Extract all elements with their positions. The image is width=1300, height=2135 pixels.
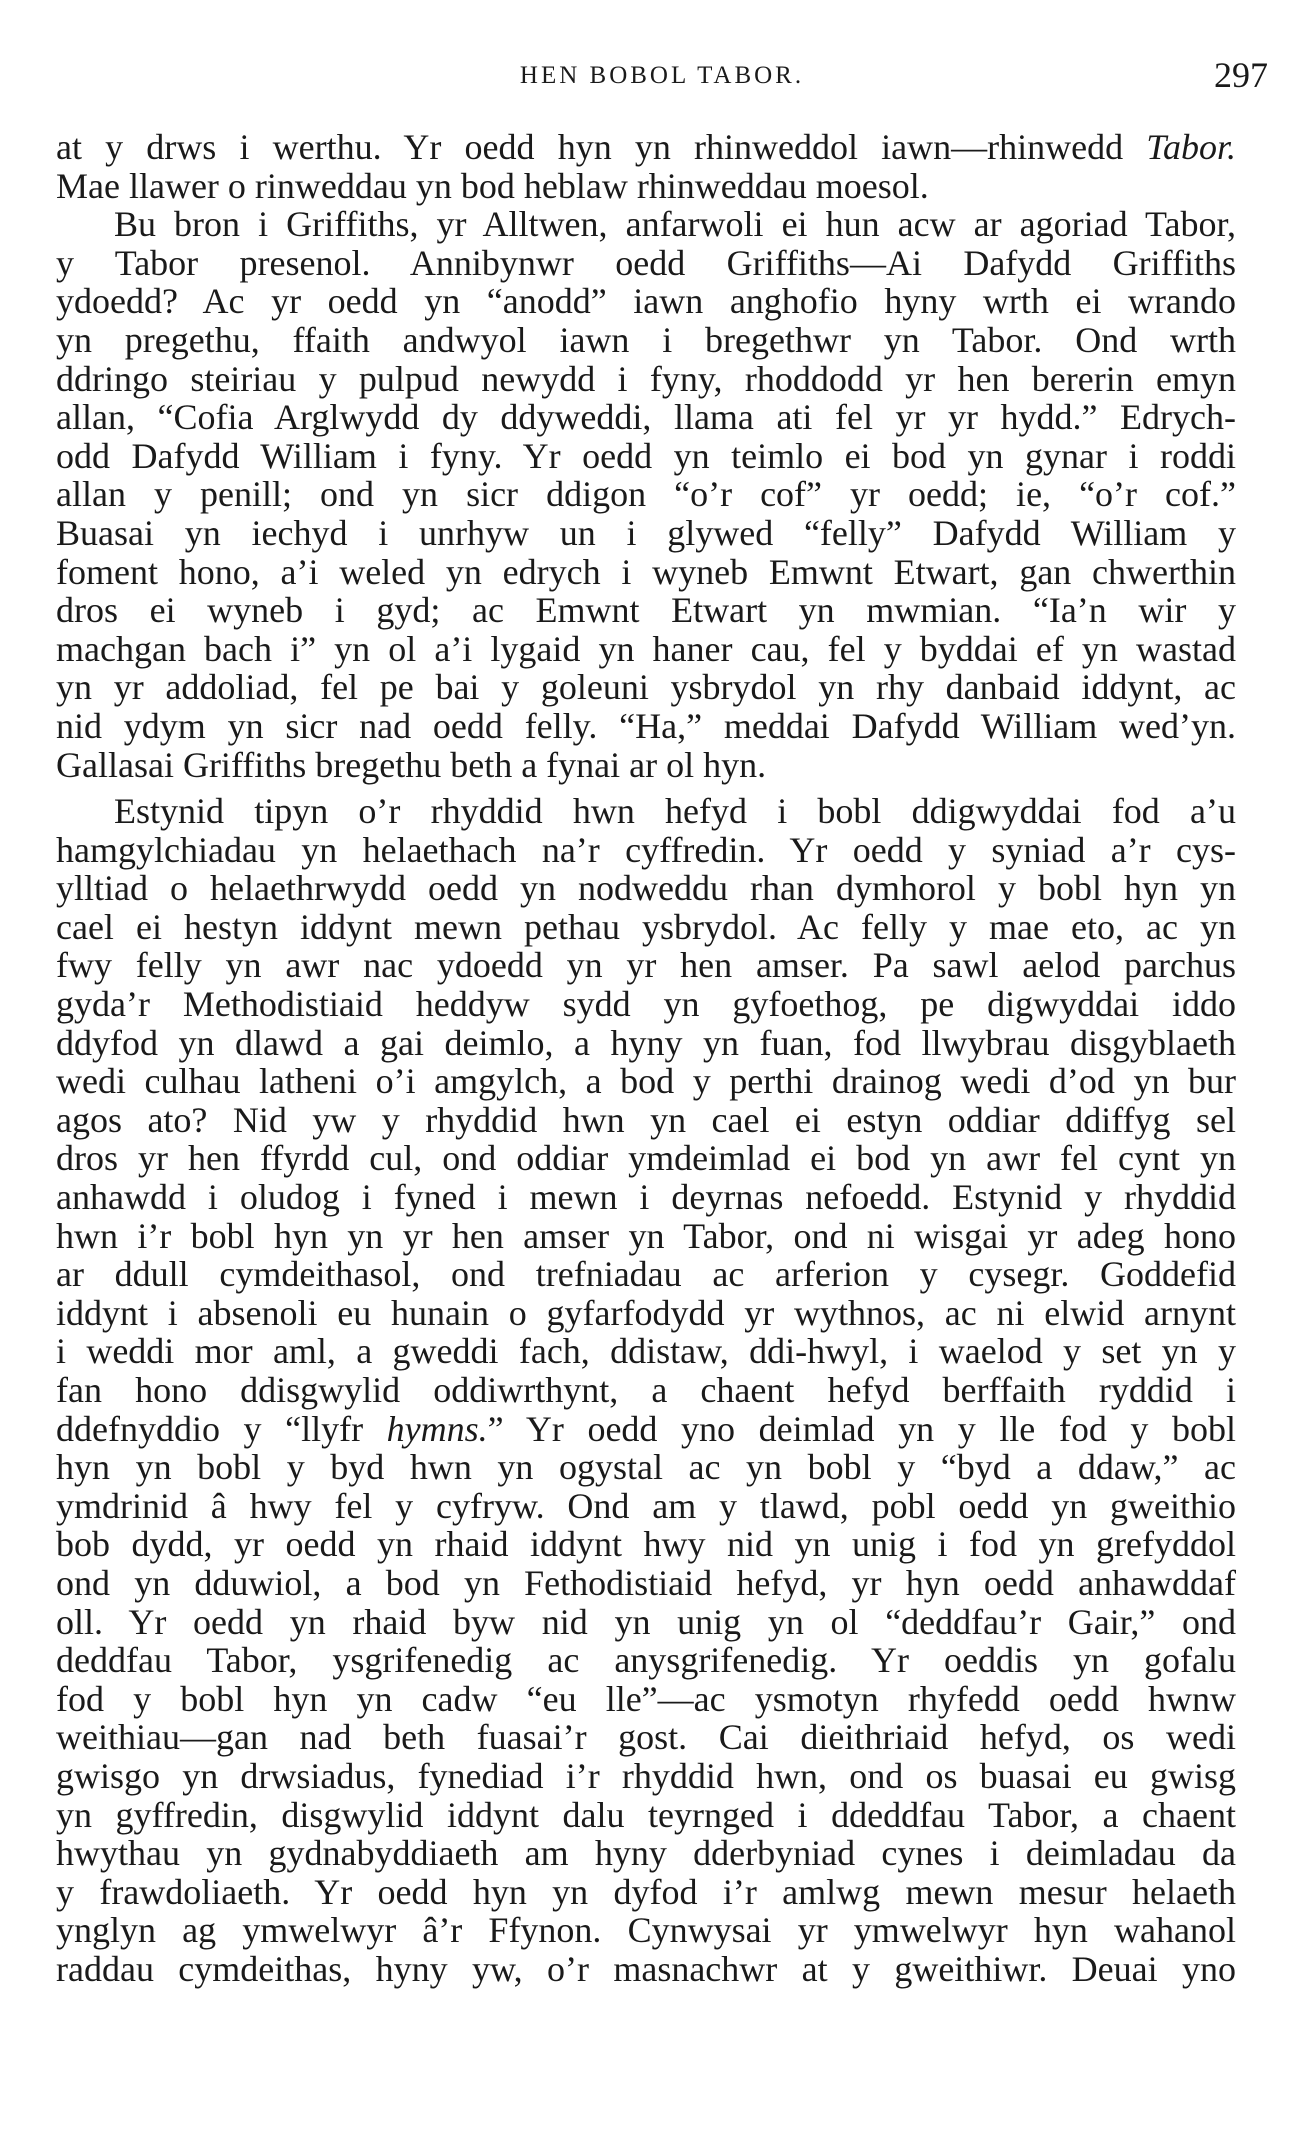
page-number: 297 [1214,55,1268,95]
text-line: y Tabor presenol. Annibynwr oedd Griffiths—Ai Dafydd Griffiths [56,242,1236,283]
text-line: anhawdd i oludog i fyned i mewn i deyrnas nefoedd. Estynid y rhyddid [56,1177,1236,1218]
text-line: dros ei wyneb i gyd; ac Emwnt Etwart yn mwmian. “Ia’n wir y [56,590,1236,631]
text-line: wedi culhau latheni o’i amgylch, a bod y perthi drainog wedi d’od yn bur [56,1061,1236,1102]
text-line [56,1989,1236,2028]
line-text: ” Yr oedd yno deimlad yn y lle fod y bobl [487,1408,1236,1449]
text-line: ar ddull cymdeithasol, ond trefniadau ac arferion y cysegr. Goddefid [56,1254,1236,1295]
text-line: hamgylchiadau yn helaethach na’r cyffredin. Yr oedd y syniad a’r cys- [56,829,1236,870]
text-line: Buasai yn iechyd i unrhyw un i glywed “felly” Dafydd William y [56,512,1236,553]
text-line: ydoedd? Ac yr oedd yn “anodd” iawn anghofio hyny wrth ei wrando [56,281,1236,322]
italic-word: hymns. [386,1408,488,1449]
text-line: fwy felly yn awr nac ydoedd yn yr hen amser. Pa sawl aelod parchus [56,945,1236,986]
text-line: weithiau—gan nad beth fuasai’r gost. Cai dieithriaid hefyd, os wedi [56,1717,1236,1758]
text-line: gwisgo yn drwsiadus, fynediad i’r rhyddid hwn, ond os buasai eu gwisg [56,1755,1236,1796]
text-line: ddyfod yn dlawd a gai deimlo, a hyny yn fuan, fod llwybrau disgyblaeth [56,1022,1236,1063]
running-title: HEN BOBOL TABOR. [519,62,805,89]
text-line: cael ei hestyn iddynt mewn pethau ysbrydol. Ac felly y mae eto, ac yn [56,906,1236,947]
text-line [56,1410,1236,1449]
text-line: Mae llawer o rinweddau yn bod heblaw rhinweddau moesol. [56,165,929,206]
text-line: dros yr hen ffyrdd cul, ond oddiar ymdeimlad ei bod yn awr fel cynt yn [56,1138,1236,1179]
text-line: ylltiad o helaethrwydd oedd yn nodweddu rhan dymhorol y bobl hyn yn [56,868,1236,909]
text-line: nid ydym yn sicr nad oedd felly. “Ha,” meddai Dafydd William wed’yn. [56,705,1236,746]
text-line: yn pregethu, ffaith andwyol iawn i bregethwr yn Tabor. Ond wrth [56,319,1236,360]
text-line: i weddi mor aml, a gweddi fach, ddistaw, ddi-hwyl, i waelod y set yn y [56,1331,1236,1372]
line-text: at y drws i werthu. Yr oedd hyn yn rhinweddol iawn—rhinwedd [56,127,1147,167]
text-line [56,128,1236,167]
text-line: fod y bobl hyn yn cadw “eu lle”—ac ysmotyn rhyfedd oedd hwnw [56,1678,1236,1719]
running-head [56,50,1268,100]
text-line: hyn yn bobl y byd hwn yn ogystal ac yn bobl y “byd a ddaw,” ac [56,1447,1236,1488]
text-line: fan hono ddisgwylid oddiwrthynt, a chaent hefyd berffaith ryddid i [56,1370,1236,1410]
line-text: ddefnyddio y “llyfr [56,1408,387,1449]
text-line: yn yr addoliad, fel pe bai y goleuni ysbrydol yn rhy danbaid iddynt, ac [56,667,1236,708]
text-line: hwythau yn gydnabyddiaeth am hyny dderbyniad cynes i deimladau da [56,1833,1236,1874]
text-line: bob dydd, yr oedd yn rhaid iddynt hwy nid yn unig i fod yn grefyddol [56,1524,1236,1565]
italic-word: Tabor. [1146,127,1236,167]
text-line: deddfau Tabor, ysgrifenedig ac anysgrifenedig. Yr oeddis yn gofalu [56,1640,1236,1681]
text-line: ond yn dduwiol, a bod yn Fethodistiaid hefyd, yr hyn oedd anhawddaf [56,1562,1236,1603]
text-line: Bu bron i Griffiths, yr Alltwen, anfarwoli ei hun acw ar agoriad Tabor, [114,204,1236,245]
text-line: allan y penill; ond yn sicr ddigon “o’r cof” yr oedd; ie, “o’r cof.” [56,474,1236,515]
text-line: Estynid tipyn o’r rhyddid hwn hefyd i bobl ddigwyddai fod a’u [114,791,1236,832]
text-line: hwn i’r bobl hyn yn yr hen amser yn Tabor, ond ni wisgai yr adeg hono [56,1215,1236,1256]
text-line: allan, “Cofia Arglwydd dy ddyweddi, llama ati fel yr yr hydd.” Edrych- [56,397,1236,438]
text-line: ddringo steiriau y pulpud newydd i fyny, rhoddodd yr hen bererin emyn [56,358,1236,399]
text-line: agos ato? Nid yw y rhyddid hwn yn cael ei estyn oddiar ddiffyg sel [56,1099,1236,1140]
text-line: iddynt i absenoli eu hunain o gyfarfodydd yr wythnos, ac ni elwid arnynt [56,1292,1236,1333]
text-line: foment hono, a’i weled yn edrych i wyneb Emwnt Etwart, gan chwerthin [56,551,1236,592]
text-line: ynglyn ag ymwelwyr â’r Ffynon. Cynwysai yr ymwelwyr hyn wahanol [56,1910,1236,1951]
text-line: y frawdoliaeth. Yr oedd hyn yn dyfod i’r amlwg mewn mesur helaeth [56,1871,1236,1912]
text-line: gyda’r Methodistiaid heddyw sydd yn gyfoethog, pe digwyddai iddo [56,984,1236,1025]
text-line: odd Dafydd William i fyny. Yr oedd yn teimlo ei bod yn gynar i roddi [56,435,1236,476]
text-line: yn gyffredin, disgwylid iddynt dalu teyrnged i ddeddfau Tabor, a chaent [56,1794,1236,1835]
text-line: Gallasai Griffiths bregethu beth a fynai ar ol hyn. [56,744,767,785]
text-line: oll. Yr oedd yn rhaid byw nid yn unig yn ol “deddfau’r Gair,” ond [56,1601,1236,1642]
body-text [56,128,1236,2027]
text-line: raddau cymdeithas, hyny yw, o’r masnachwr at y gweithiwr. Deuai yno [56,1948,1236,1989]
text-line: machgan bach i” yn ol a’i lygaid yn haner cau, fel y byddai ef yn wastad [56,628,1236,669]
text-line: ymdrinid â hwy fel y cyfryw. Ond am y tlawd, pobl oedd yn gweithio [56,1485,1236,1526]
